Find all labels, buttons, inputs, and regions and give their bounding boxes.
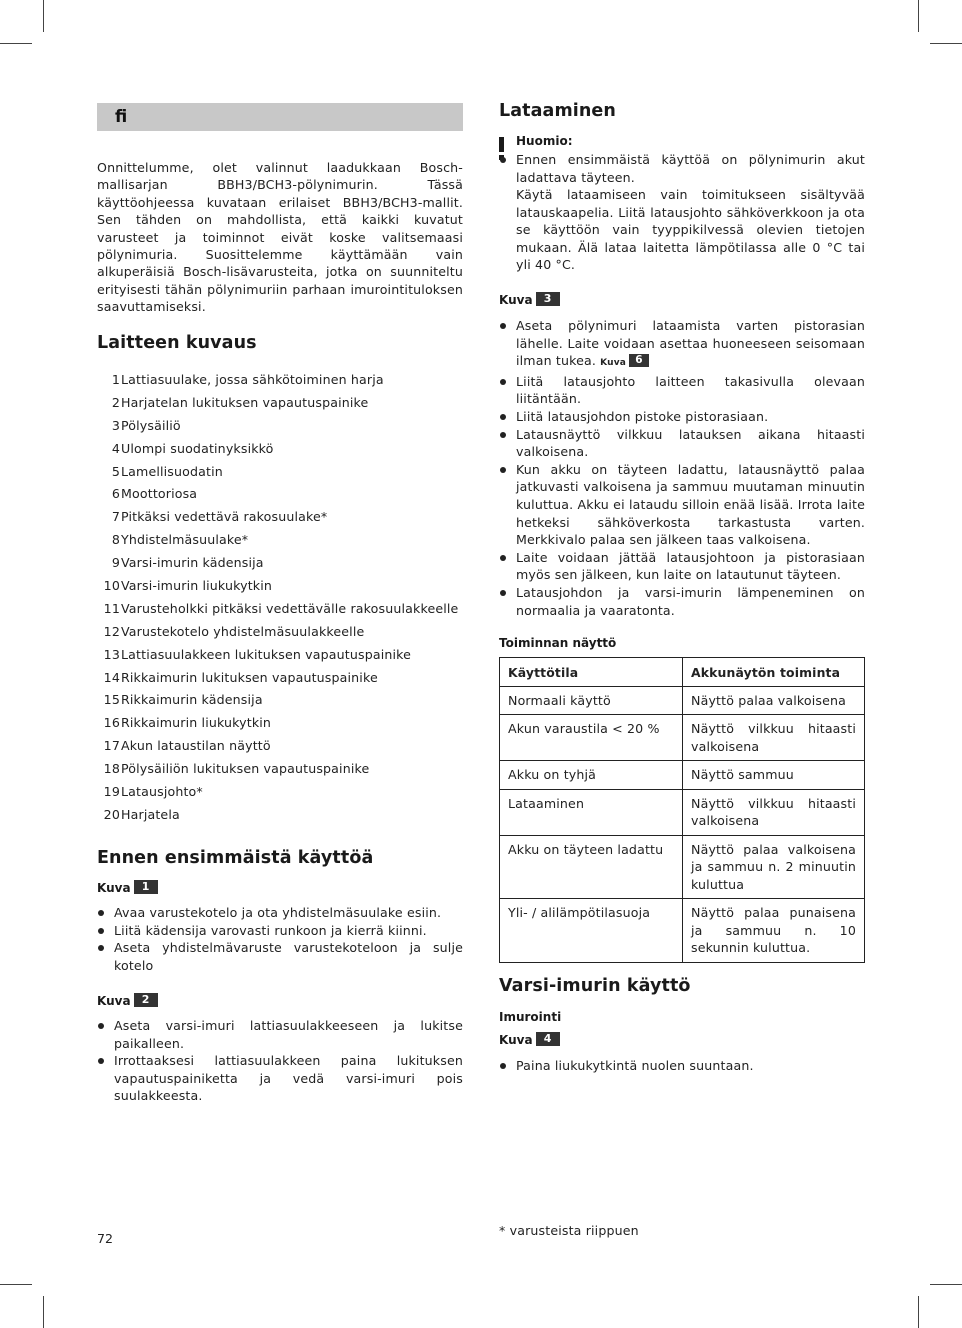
intro-paragraph: Onnittelumme, olet valinnut laadukkaan Bosch-mallisarjan BBH3/BCH3-pölynimurin. Tässä käyttöohjeessa kuvataan erilaiset BBH3/BCH3-mallit. Sen tähden on mahdollista, että kaikki kuvatut varusteet ja toiminnot eivät koske valitsemaasi pölynimuria. Suosittelemme käyttämään vain alkuperäisiä Bosch-lisävarusteita, jotka on suunniteltu erityisesti tähän pölynimuriin parhaan imurointituloksen saavuttamiseksi. <box>97 160 463 315</box>
item-number: 8 <box>111 532 120 548</box>
item-text: Varsi-imurin liukukytkin <box>121 578 273 594</box>
before-use-steps-2 <box>97 1017 463 1105</box>
item-number: 1 <box>111 372 120 387</box>
step-item: Avaa varustekotelo ja ota yhdistelmäsuulake esiin. <box>97 904 463 922</box>
item-number: 18 <box>103 761 120 777</box>
table-cell: Normaali käyttö <box>500 686 683 715</box>
parts-list <box>97 373 463 831</box>
figure-number-badge: 3 <box>536 292 560 306</box>
list-item <box>97 373 463 396</box>
crop-mark <box>0 43 32 44</box>
list-item <box>97 693 463 716</box>
item-number: 10 <box>103 578 120 594</box>
item-text: Lamellisuodatin <box>121 463 223 479</box>
item-text: Pitkäksi vedettävä rakosuulake* <box>121 509 328 525</box>
figure-number-badge: 2 <box>134 993 158 1007</box>
table-row <box>500 715 865 761</box>
table-header-cell: Käyttötila <box>500 658 683 687</box>
charging-step: Latausnäyttö vilkkuu latauksen aikana hitaasti valkoisena. <box>499 426 865 461</box>
step-item: Aseta yhdistelmävaruste varustekoteloon ja sulje kotelo <box>97 939 463 974</box>
crop-mark <box>930 1284 962 1285</box>
item-number: 4 <box>111 440 120 456</box>
item-number: 2 <box>111 394 120 410</box>
item-text: Rikkaimurin liukukytkin <box>121 715 272 731</box>
crop-mark <box>43 0 44 32</box>
crop-mark <box>0 1284 32 1285</box>
list-item <box>97 785 463 808</box>
item-text: Ulompi suodatinyksikkö <box>121 440 274 456</box>
table-header-cell: Akkunäytön toiminta <box>683 658 865 687</box>
charging-step-text: Aseta pölynimuri lataamista varten pistorasian lähelle. Laite voidaan asettaa huoneeseen seisomaan ilman tukea. <box>516 318 865 369</box>
item-number: 16 <box>103 715 120 731</box>
table-cell: Näyttö vilkkuu hitaasti valkoisena <box>683 789 865 835</box>
list-item <box>97 716 463 739</box>
list-item <box>97 396 463 419</box>
before-use-steps-1 <box>97 904 463 974</box>
crop-mark <box>918 0 919 32</box>
list-item <box>97 487 463 510</box>
item-number: 11 <box>103 600 120 616</box>
list-item <box>97 442 463 465</box>
list-item <box>97 602 463 625</box>
charging-steps <box>499 317 865 619</box>
table-header-row <box>500 658 865 687</box>
step-item: Irrottaaksesi lattiasuulakkeen paina lukituksen vapautuspainiketta ja vedä varsi-imuri pois suulakkeesta. <box>97 1052 463 1105</box>
item-number: 14 <box>103 669 120 685</box>
item-number: 15 <box>103 692 120 708</box>
display-status-table <box>499 657 865 963</box>
table-cell: Näyttö palaa punaisena ja sammuu n. 10 sekunnin kuluttua. <box>683 899 865 963</box>
list-item <box>97 648 463 671</box>
item-number: 19 <box>103 784 120 800</box>
item-number: 6 <box>111 486 120 502</box>
item-text: Rikkaimurin kädensija <box>121 692 263 708</box>
item-text: Latausjohto* <box>121 784 203 800</box>
figure-number-badge: 4 <box>536 1032 560 1046</box>
table-cell: Yli- / alilämpötilasuoja <box>500 899 683 963</box>
figure-label: Kuva <box>97 994 131 1008</box>
item-text: Moottoriosa <box>121 486 198 502</box>
charging-step: Kun akku on täyteen ladattu, latausnäyttö palaa jatkuvasti valkoisena ja sammuu muutaman minuutin kuluttua. Akku ei lataudu silloin enää lisää. Irrota laite hetkeksi sähköverkosta tarkastusta varten. Merkkivalo palaa sen jälkeen taas valkoisena. <box>499 461 865 549</box>
list-item <box>97 808 463 831</box>
item-text: Lattiasuulakkeen lukituksen vapautuspainike <box>121 646 412 662</box>
list-item <box>97 739 463 762</box>
list-item <box>97 762 463 785</box>
language-tab <box>97 103 463 131</box>
item-text: Lattiasuulake, jossa sähkötoiminen harja <box>121 372 384 387</box>
note-text: Käytä lataamiseen vain toimitukseen sisältyvää latauskaapelia. Liitä latausjohto sähköverkkoon ja ota se käyttöön vain tyyppikilvessä olevien tietojen mukaan. Älä lataa laitetta lämpötilassa alle 0 °C tai yli 40 °C. <box>516 187 865 273</box>
figure-number-badge: 1 <box>134 880 158 894</box>
note-bullet: Ennen ensimmäistä käyttöä on pölynimurin akut ladattava täyteen. <box>499 151 865 186</box>
note-label: Huomio: <box>516 134 573 148</box>
item-number: 5 <box>111 463 120 479</box>
item-text: Akun lataustilan näyttö <box>121 738 271 754</box>
note-bullets <box>499 151 865 186</box>
table-row <box>500 686 865 715</box>
charging-step: Liitä latausjohto laitteen takasivulla olevaan liitäntään. <box>499 373 865 408</box>
item-text: Harjatelan lukituksen vapautuspainike <box>121 394 369 410</box>
item-number: 13 <box>103 646 120 662</box>
table-cell: Lataaminen <box>500 789 683 835</box>
usage-subheading: Imurointi <box>499 1010 562 1024</box>
table-cell: Näyttö palaa valkoisena ja sammuu n. 2 minuutin kuluttua <box>683 835 865 899</box>
figure-label: Kuva <box>97 881 131 895</box>
charging-step: Latausjohdon ja varsi-imurin lämpeneminen on normaalia ja vaaratonta. <box>499 584 865 619</box>
item-text: Harjatela <box>121 806 180 822</box>
list-item <box>97 533 463 556</box>
item-number: 9 <box>111 555 120 571</box>
inline-figure-label: Kuva <box>600 358 626 369</box>
list-item <box>97 419 463 442</box>
table-cell: Näyttö palaa valkoisena <box>683 686 865 715</box>
crop-mark <box>930 43 962 44</box>
item-text: Varustekotelo yhdistelmäsuulakkeelle <box>121 623 365 639</box>
section-heading-charging: Lataaminen <box>499 101 616 121</box>
list-item <box>97 556 463 579</box>
page-number: 72 <box>97 1231 114 1246</box>
crop-mark <box>918 1296 919 1328</box>
table-row <box>500 835 865 899</box>
table-cell: Akun varaustila < 20 % <box>500 715 683 761</box>
language-code: fi <box>115 107 128 126</box>
table-cell: Näyttö sammuu <box>683 761 865 790</box>
item-text: Pölysäiliön lukituksen vapautuspainike <box>121 761 370 777</box>
crop-mark <box>43 1296 44 1328</box>
item-text: Yhdistelmäsuulake* <box>121 532 249 548</box>
item-number: 7 <box>111 509 120 525</box>
table-row <box>500 789 865 835</box>
list-item <box>97 579 463 602</box>
charging-step <box>499 317 865 373</box>
table-cell: Näyttö vilkkuu hitaasti valkoisena <box>683 715 865 761</box>
section-heading-usage: Varsi-imurin käyttö <box>499 976 691 996</box>
table-row <box>500 899 865 963</box>
list-item <box>97 510 463 533</box>
usage-step: Paina liukukytkintä nuolen suuntaan. <box>499 1057 865 1075</box>
item-number: 20 <box>103 806 120 822</box>
figure-label: Kuva <box>499 1033 533 1047</box>
section-heading-description: Laitteen kuvaus <box>97 333 257 353</box>
table-cell: Akku on täyteen ladattu <box>500 835 683 899</box>
item-text: Varsi-imurin kädensija <box>121 555 264 571</box>
item-number: 12 <box>103 623 120 639</box>
charging-step: Liitä latausjohdon pistoke pistorasiaan. <box>499 408 865 426</box>
table-row <box>500 761 865 790</box>
step-item: Liitä kädensija varovasti runkoon ja kierrä kiinni. <box>97 922 463 940</box>
display-table-title: Toiminnan näyttö <box>499 636 617 650</box>
item-number: 17 <box>103 738 120 754</box>
list-item <box>97 625 463 648</box>
charging-step: Laite voidaan jättää latausjohtoon ja pistorasiaan myös sen jälkeen, kun laite on latautunut täyteen. <box>499 549 865 584</box>
table-cell: Akku on tyhjä <box>500 761 683 790</box>
step-item: Aseta varsi-imuri lattiasuulakkeeseen ja lukitse paikalleen. <box>97 1017 463 1052</box>
figure-label: Kuva <box>499 293 533 307</box>
list-item <box>97 671 463 694</box>
section-heading-before-use: Ennen ensimmäistä käyttöä <box>97 848 374 868</box>
footnote: * varusteista riippuen <box>499 1223 639 1238</box>
item-text: Rikkaimurin lukituksen vapautuspainike <box>121 669 378 685</box>
figure-ref-3 <box>499 292 560 307</box>
figure-ref-4 <box>499 1032 560 1047</box>
item-number: 3 <box>111 417 120 433</box>
inline-figure-badge: 6 <box>629 354 649 367</box>
list-item <box>97 465 463 488</box>
figure-ref-2 <box>97 993 158 1008</box>
item-text: Pölysäiliö <box>121 417 181 433</box>
figure-ref-1 <box>97 880 158 895</box>
item-text: Varusteholkki pitkäksi vedettävälle rakosuulakkeelle <box>121 600 459 616</box>
usage-steps <box>499 1057 865 1075</box>
